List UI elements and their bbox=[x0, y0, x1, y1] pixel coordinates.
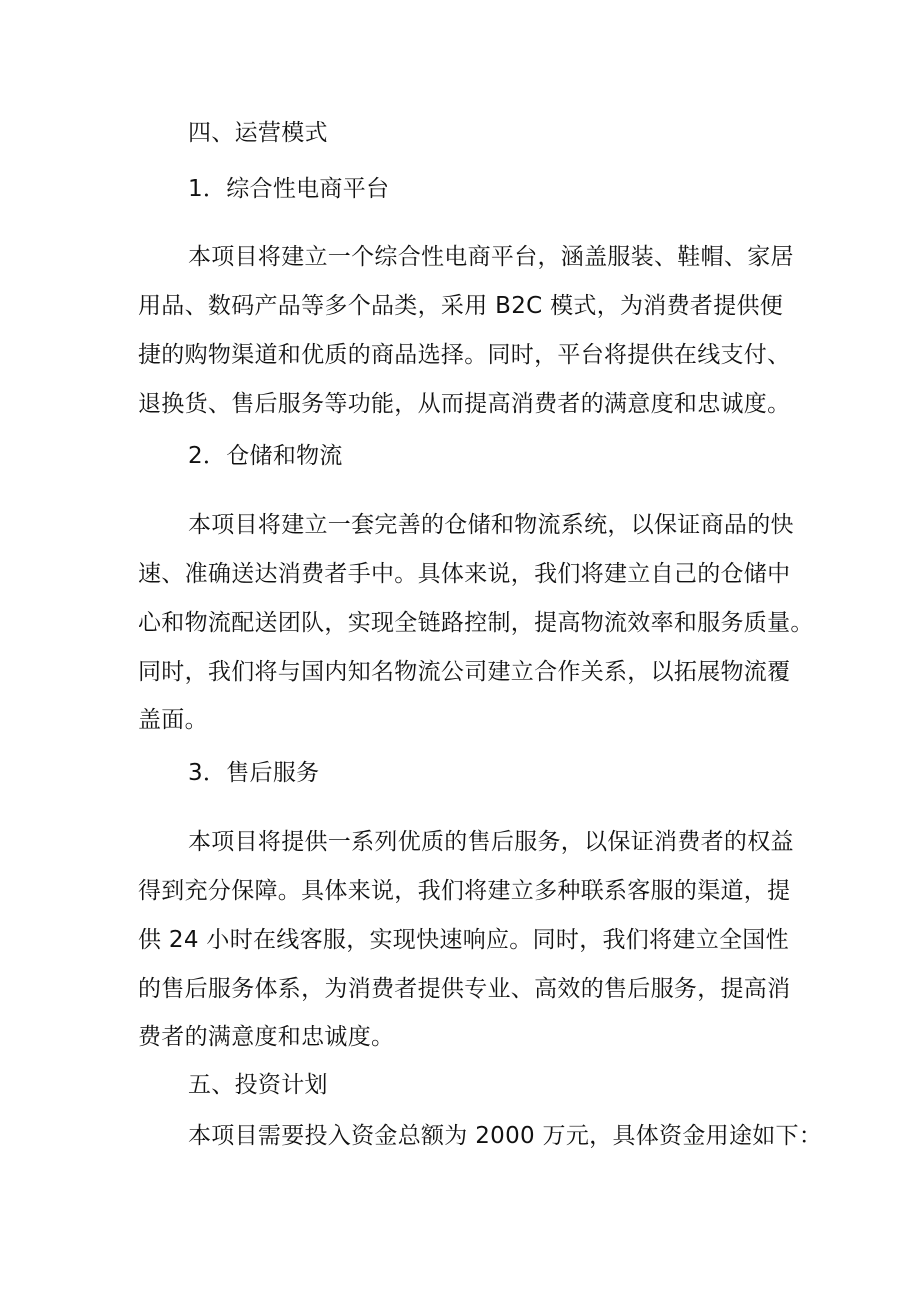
subsection-heading: 2．仓储和物流 bbox=[188, 443, 343, 469]
paragraph-line: 本项目将建立一个综合性电商平台，涵盖服装、鞋帽、家居 bbox=[188, 244, 794, 270]
paragraph-line: 速、准确送达消费者手中。具体来说，我们将建立自己的仓储中 bbox=[138, 561, 791, 587]
section-heading: 四、运营模式 bbox=[188, 120, 328, 146]
paragraph-line: 退换货、售后服务等功能，从而提高消费者的满意度和忠诚度。 bbox=[138, 391, 791, 417]
section-heading: 五、投资计划 bbox=[188, 1072, 328, 1098]
paragraph-line: 本项目将提供一系列优质的售后服务，以保证消费者的权益 bbox=[188, 829, 794, 855]
paragraph-line: 供 24 小时在线客服，实现快速响应。同时，我们将建立全国性 bbox=[138, 927, 789, 953]
paragraph-line: 心和物流配送团队，实现全链路控制，提高物流效率和服务质量。 bbox=[138, 610, 814, 636]
paragraph-line: 本项目将建立一套完善的仓储和物流系统，以保证商品的快 bbox=[188, 512, 794, 538]
paragraph-line: 得到充分保障。具体来说，我们将建立多种联系客服的渠道，提 bbox=[138, 878, 791, 904]
paragraph-line: 用品、数码产品等多个品类，采用 B2C 模式，为消费者提供便 bbox=[138, 293, 784, 319]
paragraph-line: 捷的购物渠道和优质的商品选择。同时，平台将提供在线支付、 bbox=[138, 342, 791, 368]
paragraph-line: 的售后服务体系，为消费者提供专业、高效的售后服务，提高消 bbox=[138, 976, 791, 1002]
paragraph-line: 同时，我们将与国内知名物流公司建立合作关系，以拓展物流覆 bbox=[138, 659, 791, 685]
paragraph-line: 本项目需要投入资金总额为 2000 万元，具体资金用途如下： bbox=[188, 1123, 823, 1149]
paragraph-line: 费者的满意度和忠诚度。 bbox=[138, 1024, 395, 1050]
subsection-heading: 3．售后服务 bbox=[188, 760, 320, 786]
subsection-heading: 1．综合性电商平台 bbox=[188, 176, 390, 202]
paragraph-line: 盖面。 bbox=[138, 707, 208, 733]
